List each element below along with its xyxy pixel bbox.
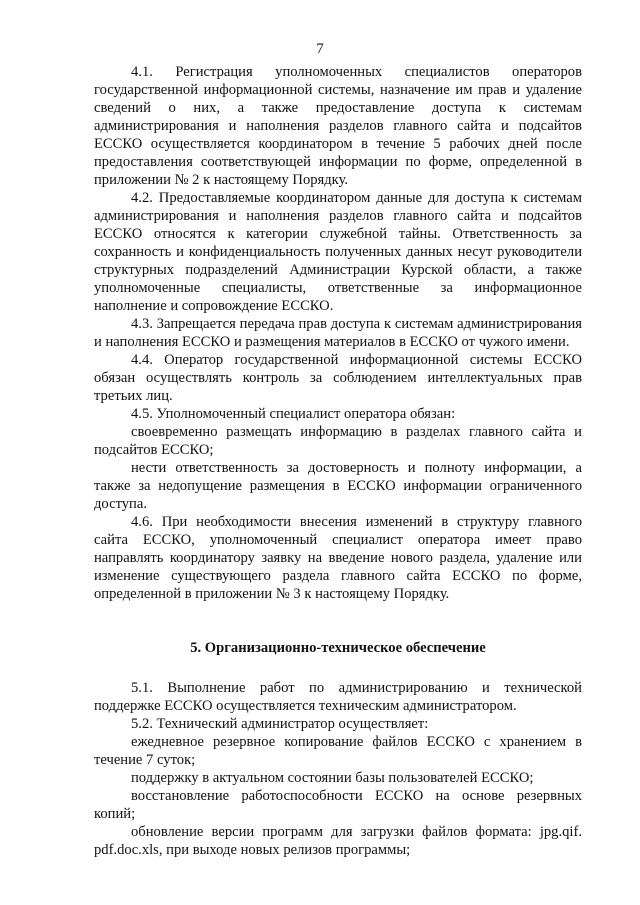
paragraph-4-1: 4.1. Регистрация уполномоченных специалистов операторов государственной информационной системы, назначение им прав и удаление сведений о них, а также предоставление доступа к системам администрирования и наполнения разделов главного сайта и подсайтов ЕССКО осуществляется координатором в течение 5 рабочих дней после предоставления соответствующей информации по форме, определенной в приложении № 2 к настоящему Порядку. <box>94 64 582 188</box>
paragraph-5-2-item-2: поддержку в актуальном состоянии базы пользователей ЕССКО; <box>131 770 534 786</box>
document-body <box>94 63 582 859</box>
paragraph-4-5: 4.5. Уполномоченный специалист оператора обязан: <box>131 406 456 422</box>
paragraph-4-4: 4.4. Оператор государственной информационной системы ЕССКО обязан осуществлять контроль за соблюдением интеллектуальных прав третьих лиц. <box>94 352 582 404</box>
paragraph-4-5-item-1: своевременно размещать информацию в разделах главного сайта и подсайтов ЕССКО; <box>94 424 582 458</box>
page-number: 7 <box>316 41 324 57</box>
paragraph-4-3: 4.3. Запрещается передача прав доступа к системам администрирования и наполнения ЕССКО и размещения материалов в ЕССКО от чужого имени. <box>94 316 582 350</box>
paragraph-5-2-item-1: ежедневное резервное копирование файлов ЕССКО с хранением в течение 7 суток; <box>94 734 582 768</box>
paragraph-5-2-item-3: восстановление работоспособности ЕССКО на основе резервных копий; <box>94 788 582 822</box>
paragraph-5-2-item-4: обновление версии программ для загрузки файлов формата: jpg.qif. pdf.doc.xls, при выходе новых релизов программы; <box>94 824 582 858</box>
paragraph-4-6: 4.6. При необходимости внесения изменений в структуру главного сайта ЕССКО, уполномоченный специалист оператора имеет право направлять координатору заявку на введение нового раздела, удаление или изменение существующего раздела главного сайта ЕССКО по форме, определенной в приложении № 3 к настоящему Порядку. <box>94 514 582 602</box>
section-5-body <box>94 679 582 859</box>
paragraph-4-2: 4.2. Предоставляемые координатором данные для доступа к системам администрирования и наполнения разделов главного сайта и подсайтов ЕССКО относятся к категории служебной тайны. Ответственность за сохранность и конфиденциальность полученных данных несут руководители структурных подразделений Администрации Курской области, а также уполномоченные специалисты, ответственные за информационное наполнение и сопровождение ЕССКО. <box>94 190 582 314</box>
section-4-body <box>94 63 582 603</box>
paragraph-5-1: 5.1. Выполнение работ по администрированию и технической поддержке ЕССКО осуществляется техническим администратором. <box>94 680 582 714</box>
paragraph-5-2: 5.2. Технический администратор осуществляет: <box>131 716 429 732</box>
paragraph-4-5-item-2: нести ответственность за достоверность и полноту информации, а также за недопущение размещения в ЕССКО информации ограниченного доступа. <box>94 460 582 512</box>
section-5-title: 5. Организационно-техническое обеспечение <box>190 640 486 656</box>
